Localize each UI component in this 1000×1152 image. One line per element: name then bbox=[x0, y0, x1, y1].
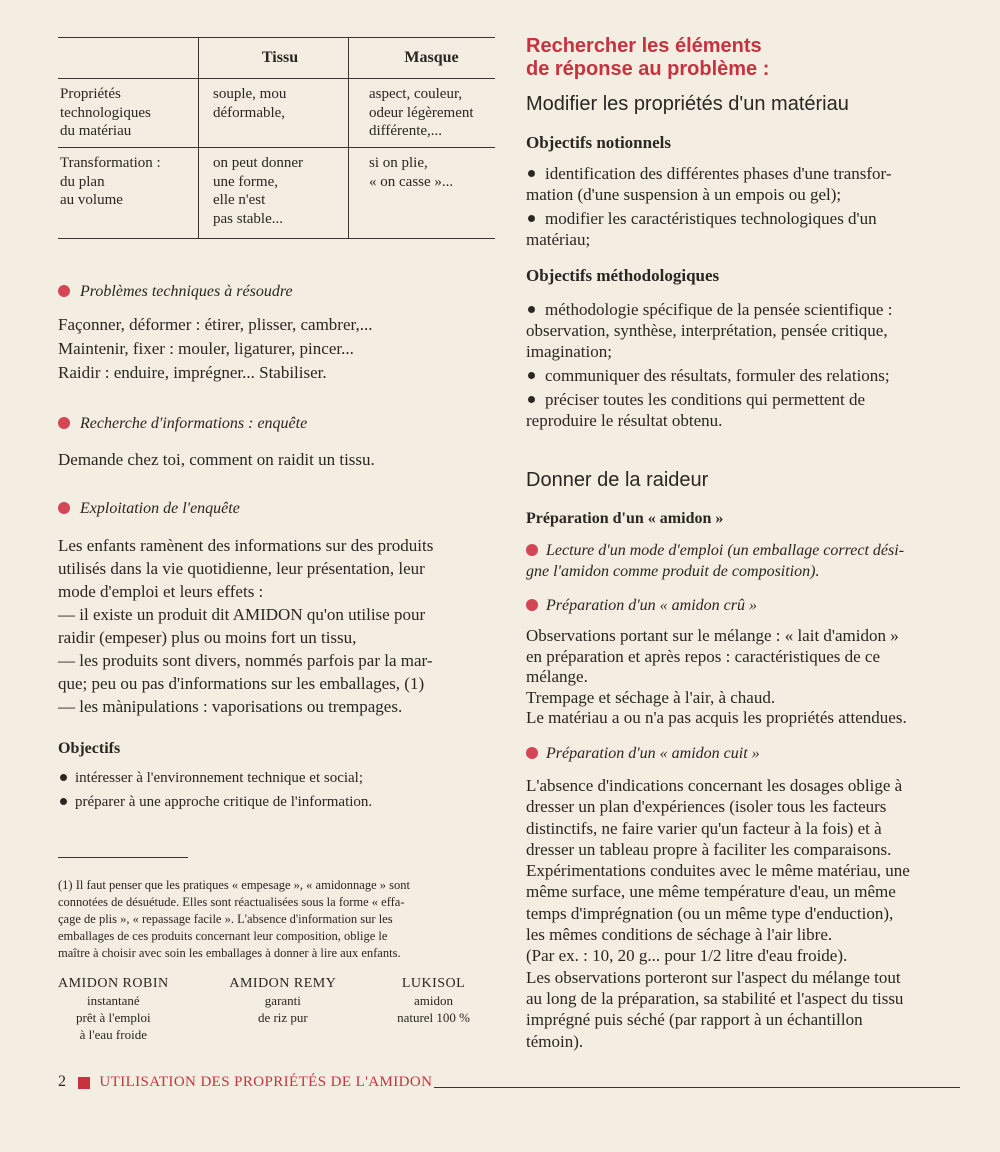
list-item: intéresser à l'environnement technique et social; bbox=[58, 766, 372, 790]
list-item: communiquer des résultats, formuler des relations; bbox=[526, 365, 960, 386]
red-bullet-icon bbox=[526, 747, 538, 759]
footer-title: UTILISATION DES PROPRIÉTÉS DE L'AMIDON bbox=[99, 1074, 433, 1090]
objectifs-list bbox=[58, 766, 372, 814]
red-bullet-icon bbox=[58, 502, 70, 514]
table-cell-masque: aspect, couleur, odeur légèrement différente,... bbox=[349, 79, 496, 148]
list-item: méthodologie spécifique de la pensée scientifique : observation, synthèse, interprétation, pensée critique, imagination; bbox=[526, 300, 893, 361]
problemes-heading: Problèmes techniques à résoudre bbox=[58, 283, 293, 301]
red-square-icon bbox=[78, 1077, 90, 1089]
table-header-masque: Masque bbox=[349, 38, 496, 79]
right-column bbox=[526, 35, 960, 1051]
table-header-tissu: Tissu bbox=[199, 38, 349, 79]
bullet-icon bbox=[528, 372, 535, 379]
table-row bbox=[58, 148, 495, 239]
obj-methodo-list bbox=[526, 299, 960, 431]
exploitation-text: Les enfants ramènent des informations sur des produits utilisés dans la vie quotidienne, leur présentation, leur mode d'emploi et leurs effets : — il existe un produit dit AMIDON qu'on utilise pour raidir (empeser) plus ou moins fort un tissu, — les produits sont divers, nommés parfois par la mar- que; peu ou pas d'informations sur les emballages, (1) — les mànipulations : vaporisations ou trempages. bbox=[58, 536, 434, 716]
amidon-cuit-heading: Préparation d'un « amidon cuit » bbox=[526, 743, 960, 764]
amidon-cru-heading: Préparation d'un « amidon crû » bbox=[526, 595, 960, 616]
bullet-icon bbox=[60, 774, 67, 781]
bullet-icon bbox=[528, 170, 535, 177]
section-title-materiau: Modifier les propriétés d'un matériau bbox=[526, 93, 849, 115]
lecture-text: Lecture d'un mode d'emploi (un emballage correct dési- gne l'amidon comme produit de composition). bbox=[526, 542, 905, 580]
recherche-text: Demande chez toi, comment on raidit un tissu. bbox=[58, 450, 375, 469]
red-bullet-icon bbox=[58, 285, 70, 297]
table-row bbox=[58, 79, 495, 148]
amidon-cuit-text: L'absence d'indications concernant les dosages oblige à dresser un plan d'expériences (isoler tous les facteurs distinctifs, ne faire varier qu'un facteur à la fois) et à dresser un tableau propre à faciliter les comparaisons. Expérimentations conduites avec le même matériau, une même surface, une même température d'eau, un même temps d'imprégnation (ou un même type d'enduction), les mêmes conditions de séchage à l'air libre. (Par ex. : 10, 20 g... pour 1/2 litre d'eau froide). Les observations porteront sur l'aspect du mélange tout au long de la préparation, sa stabilité et l'aspect du tissu imprégné puis séché (par rapport à un échantillon témoin). bbox=[526, 776, 910, 1051]
obj-notionnels-heading: Objectifs notionnels bbox=[526, 133, 671, 152]
section-title-raideur: Donner de la raideur bbox=[526, 469, 709, 491]
bullet-icon bbox=[528, 306, 535, 313]
red-bullet-icon bbox=[58, 417, 70, 429]
exploitation-heading: Exploitation de l'enquête bbox=[58, 500, 240, 518]
page-number: 2 bbox=[58, 1073, 67, 1090]
red-bullet-icon bbox=[526, 544, 538, 556]
page-footer bbox=[58, 1073, 960, 1091]
bullet-icon bbox=[528, 215, 535, 222]
bullet-icon bbox=[60, 798, 67, 805]
objectifs-heading: Objectifs bbox=[58, 740, 121, 757]
list-item: identification des différentes phases d'une transfor- mation (d'une suspension à un empois ou gel); bbox=[526, 164, 892, 204]
footer-rule bbox=[434, 1087, 960, 1088]
footnote-rule bbox=[58, 857, 188, 858]
bullet-icon bbox=[528, 396, 535, 403]
obj-notionnels-list bbox=[526, 163, 960, 250]
footnote: (1) Il faut penser que les pratiques « empesage », « amidonnage » sont connotées de désuétude. Elles sont réactualisées sous la forme « effa- çage de plis », « repassage facile ». L'absence d'information sur les emballages de ces produits concernant leur composition, oblige le maître à choisir avec soin les emballages à donner à lire aux enfants. bbox=[58, 878, 410, 960]
table-cell-label: Propriétés technologiques du matériau bbox=[58, 79, 199, 148]
red-title: Rechercher les éléments de réponse au problème : bbox=[526, 35, 770, 80]
list-item: modifier les caractéristiques technologiques d'un matériau; bbox=[526, 209, 877, 249]
red-bullet-icon bbox=[526, 599, 538, 611]
list-item: préciser toutes les conditions qui permettent de reproduire le résultat obtenu. bbox=[526, 390, 866, 430]
obj-methodo-heading: Objectifs méthodologiques bbox=[526, 266, 720, 285]
table-cell-masque: si on plie, « on casse »... bbox=[349, 148, 496, 239]
table-cell-label: Transformation : du plan au volume bbox=[58, 148, 199, 239]
brand-item: AMIDON REMY garanti de riz pur bbox=[229, 976, 337, 1025]
amidon-cru-text: Observations portant sur le mélange : « lait d'amidon » en préparation et après repos : caractéristiques de ce mélange. Trempage et séchage à l'air, à chaud. Le matériau a ou n'a pas acquis les propriétés attendues. bbox=[526, 626, 907, 727]
table-cell-tissu: on peut donner une forme, elle n'est pas stable... bbox=[199, 148, 349, 239]
brand-list bbox=[58, 975, 498, 1043]
recherche-heading: Recherche d'informations : enquête bbox=[58, 415, 307, 433]
table-header-empty bbox=[58, 38, 199, 79]
properties-table bbox=[58, 37, 495, 239]
problemes-list: Façonner, déformer : étirer, plisser, cambrer,... Maintenir, fixer : mouler, ligaturer, pincer... Raidir : enduire, imprégner... Stabiliser. bbox=[58, 315, 373, 382]
list-item: préparer à une approche critique de l'information. bbox=[58, 790, 372, 814]
left-column bbox=[58, 37, 496, 1042]
brand-item: LUKISOL amidon naturel 100 % bbox=[397, 976, 470, 1025]
table-cell-tissu: souple, mou déformable, bbox=[199, 79, 349, 148]
preparation-heading: Préparation d'un « amidon » bbox=[526, 510, 724, 527]
brand-item: AMIDON ROBIN instantané prêt à l'emploi à l'eau froide bbox=[58, 976, 169, 1042]
